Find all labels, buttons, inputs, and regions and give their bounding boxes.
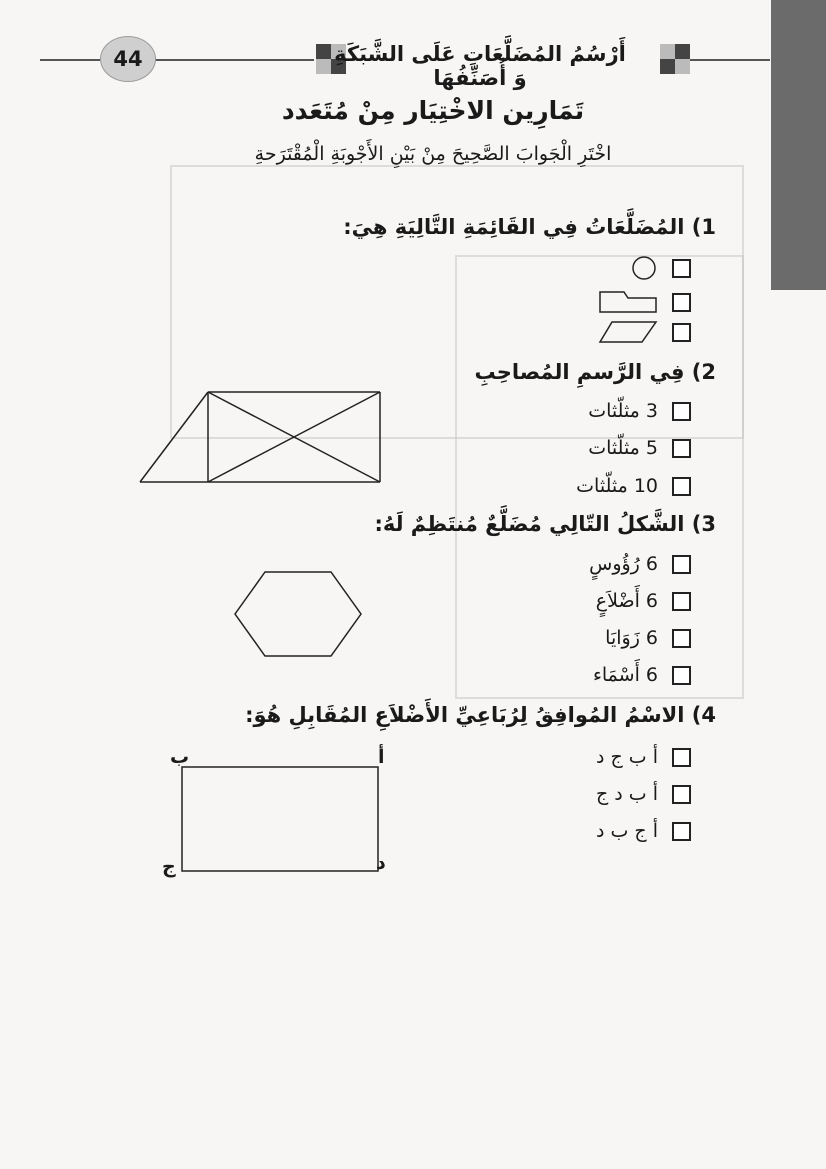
q3-option-2[interactable] [596, 590, 691, 612]
rectangle-triangles-figure [138, 390, 388, 485]
hexagon-figure [233, 570, 363, 660]
vertex-label-bottom-right: د [376, 852, 386, 874]
chapter-title: أَرْسُمُ المُضَلَّعَاتِ عَلَى الشَّبَكَةِ وَ أُصَنِّفُهَا [334, 42, 626, 90]
header-rule-left [40, 59, 100, 61]
checkbox[interactable] [672, 666, 691, 685]
parallelogram-icon [598, 320, 658, 344]
option-label: أ ب ج د [595, 746, 658, 768]
checkbox[interactable] [672, 629, 691, 648]
option-label: 6 أَسْمَاء [592, 664, 658, 686]
question-1: 1) المُضَلَّعَاتُ فِي القَائِمَةِ التَّالِيَةِ هِيَ: [343, 215, 716, 239]
question-4: 4) الاسْمُ المُوافِقُ لِرُبَاعِيِّ الأَضْلاَعِ المُقَابِلِ هُوَ: [245, 703, 716, 727]
question-3: 3) الشَّكلُ التّالِي مُضَلَّعٌ مُنتَظِمٌ لَهُ: [374, 512, 716, 536]
checkbox[interactable] [672, 592, 691, 611]
q4-option-3[interactable] [596, 820, 691, 842]
vertex-label-bottom-left: ج [162, 856, 176, 878]
option-label: 10 مثلّثات [576, 475, 658, 497]
q2-option-3[interactable] [576, 475, 691, 497]
circle-icon [630, 256, 658, 280]
q4-option-2[interactable] [596, 783, 691, 805]
folder-shape-icon [598, 290, 658, 314]
page-number: 44 [113, 47, 143, 71]
exercise-title: تَمَارِين الاخْتِيَار مِنْ مُتَعَدد [281, 96, 585, 125]
q3-option-1[interactable] [589, 553, 691, 575]
checkbox[interactable] [672, 822, 691, 841]
question-2: 2) فِي الرَّسمِ المُصاحِبِ [474, 360, 716, 384]
option-label: 6 زَوَايَا [605, 627, 658, 649]
q2-option-1[interactable] [588, 400, 691, 422]
vertex-label-top-right: أ [378, 746, 385, 768]
option-label: أ ب د ج [595, 783, 658, 805]
checkbox[interactable] [672, 323, 691, 342]
vertex-label-top-left: ب [170, 746, 190, 768]
q4-option-1[interactable] [596, 746, 691, 768]
checkbox[interactable] [672, 439, 691, 458]
option-label: 3 مثلّثات [588, 400, 658, 422]
q1-option-folder[interactable] [598, 290, 691, 314]
option-label: أ ج ب د [595, 820, 658, 842]
checkbox[interactable] [672, 402, 691, 421]
q2-option-2[interactable] [588, 437, 691, 459]
q1-option-parallelogram[interactable] [598, 320, 691, 344]
page-number-badge [100, 36, 156, 82]
q3-option-3[interactable] [605, 627, 691, 649]
quadrilateral-figure [180, 765, 380, 875]
option-label: 5 مثلّثات [588, 437, 658, 459]
q1-option-circle[interactable] [630, 256, 691, 280]
exercise-instruction: اخْتَرِ الْجَوابَ الصَّحِيحَ مِنْ بَيْنِ الأَجْوبَةِ الْمُقْتَرَحةِ [254, 143, 612, 165]
checkbox[interactable] [672, 748, 691, 767]
checkbox[interactable] [672, 555, 691, 574]
option-label: 6 أَضْلاَعٍ [595, 590, 658, 612]
checkbox[interactable] [672, 293, 691, 312]
checkbox[interactable] [672, 477, 691, 496]
header-rule-middle [154, 59, 314, 61]
header-rule-right [690, 59, 770, 61]
checkbox[interactable] [672, 785, 691, 804]
q3-option-4[interactable] [593, 664, 691, 686]
header-blocks-icon-right [660, 44, 690, 74]
checkbox[interactable] [672, 259, 691, 278]
option-label: 6 رُؤُوسٍ [589, 553, 658, 575]
